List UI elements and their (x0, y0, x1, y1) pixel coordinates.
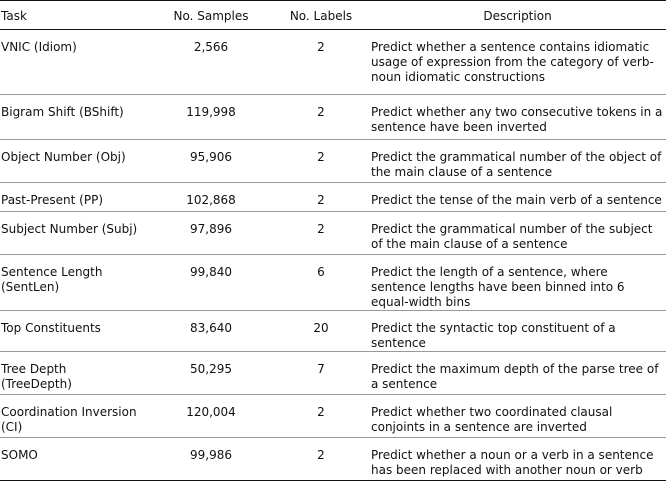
labels-cell: 2 (281, 30, 361, 95)
header-task: Task (0, 1, 141, 30)
header-row (0, 1, 666, 30)
samples-cell: 120,004 (141, 395, 281, 438)
labels-cell: 2 (281, 395, 361, 438)
table-row (0, 140, 666, 183)
description-cell: Predict whether a noun or a verb in a sentence has been replaced with another noun or verb (361, 438, 666, 481)
description-cell: Predict the grammatical number of the subject of the main clause of a sentence (361, 212, 666, 255)
table-row (0, 30, 666, 95)
description-cell: Predict the tense of the main verb of a sentence (361, 183, 666, 212)
samples-cell: 97,896 (141, 212, 281, 255)
samples-cell: 2,566 (141, 30, 281, 95)
table-row (0, 255, 666, 311)
labels-cell: 2 (281, 95, 361, 140)
samples-cell: 99,986 (141, 438, 281, 481)
table-row (0, 95, 666, 140)
table-row (0, 311, 666, 352)
description-cell: Predict whether any two consecutive tokens in a sentence have been inverted (361, 95, 666, 140)
labels-cell: 20 (281, 311, 361, 352)
header-description: Description (361, 1, 666, 30)
header-labels: No. Labels (281, 1, 361, 30)
labels-cell: 6 (281, 255, 361, 311)
samples-cell: 102,868 (141, 183, 281, 212)
description-cell: Predict whether two coordinated clausal conjoints in a sentence are inverted (361, 395, 666, 438)
description-cell: Predict whether a sentence contains idiomatic usage of expression from the category of verb-noun idiomatic constructions (361, 30, 666, 95)
task-cell: Coordination Inversion (CI) (0, 395, 141, 438)
table-row (0, 352, 666, 395)
task-cell: Tree Depth (TreeDepth) (0, 352, 141, 395)
task-cell: Object Number (Obj) (0, 140, 141, 183)
table-row (0, 212, 666, 255)
labels-cell: 7 (281, 352, 361, 395)
table-row (0, 395, 666, 438)
table-row (0, 438, 666, 481)
description-cell: Predict the length of a sentence, where sentence lengths have been binned into 6 equal-width bins (361, 255, 666, 311)
task-cell: Sentence Length (SentLen) (0, 255, 141, 311)
labels-cell: 2 (281, 183, 361, 212)
table-row (0, 183, 666, 212)
description-cell: Predict the maximum depth of the parse tree of a sentence (361, 352, 666, 395)
task-cell: Bigram Shift (BShift) (0, 95, 141, 140)
description-cell: Predict the syntactic top constituent of a sentence (361, 311, 666, 352)
labels-cell: 2 (281, 212, 361, 255)
samples-cell: 99,840 (141, 255, 281, 311)
task-cell: VNIC (Idiom) (0, 30, 141, 95)
labels-cell: 2 (281, 438, 361, 481)
task-cell: Top Constituents (0, 311, 141, 352)
samples-cell: 119,998 (141, 95, 281, 140)
samples-cell: 83,640 (141, 311, 281, 352)
task-cell: Subject Number (Subj) (0, 212, 141, 255)
samples-cell: 95,906 (141, 140, 281, 183)
description-cell: Predict the grammatical number of the object of the main clause of a sentence (361, 140, 666, 183)
samples-cell: 50,295 (141, 352, 281, 395)
header-samples: No. Samples (141, 1, 281, 30)
task-cell: Past-Present (PP) (0, 183, 141, 212)
labels-cell: 2 (281, 140, 361, 183)
task-cell: SOMO (0, 438, 141, 481)
